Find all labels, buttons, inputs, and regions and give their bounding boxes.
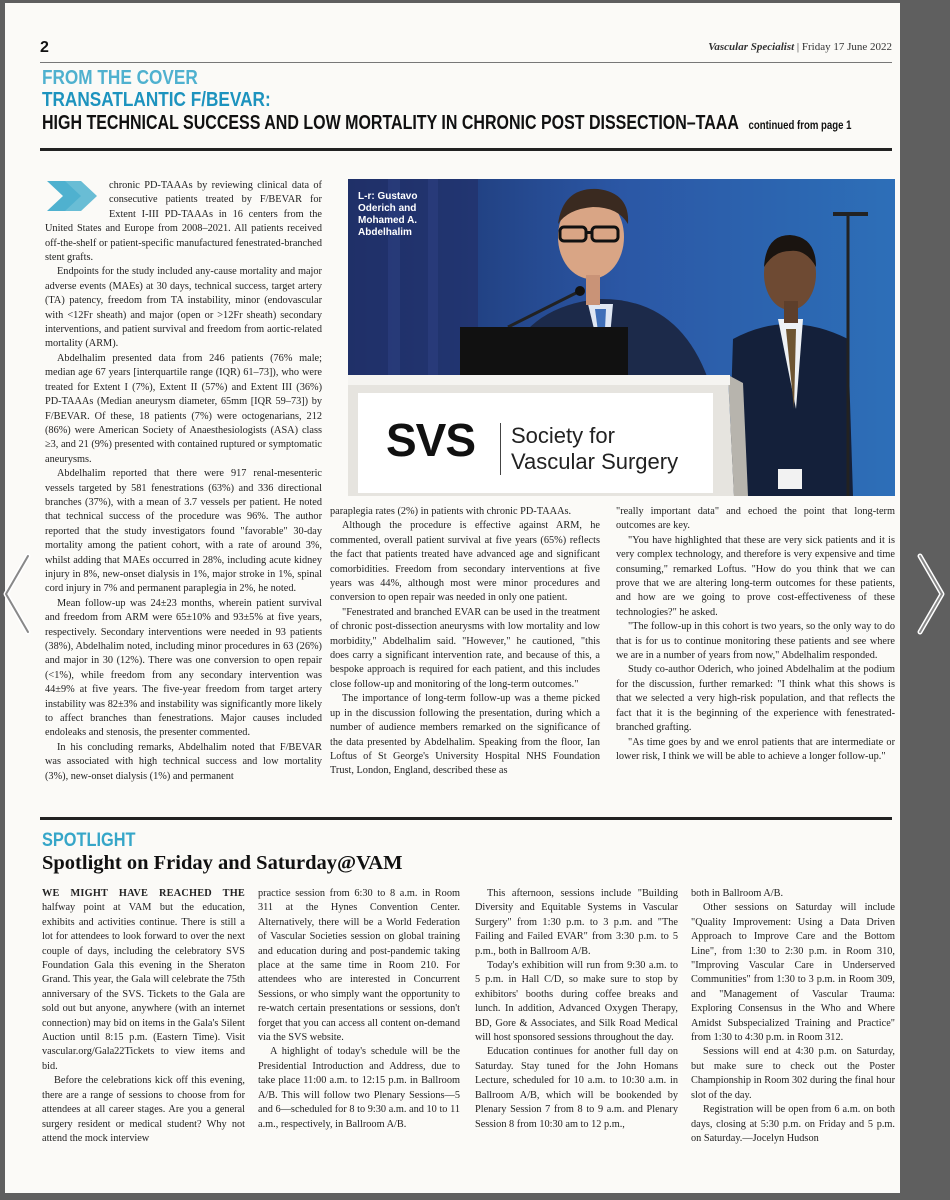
article-column-1 [45, 179, 322, 784]
paragraph: Although the procedure is effective against ARM, he commented, overall patient survival at five years (65%) reflects the fact that patients treated have advanced age and significant comorbidities. Freedom from secondary interventions at five years was 44%, although most were minor procedures and conversion to open repair was needed in only one patient. [330, 520, 600, 604]
paragraph: Abdelhalim reported that there were 917 renal-mesenteric vessels targeted by 581 fenestrations (63%) and 336 directional branches (37%), with a mean of 3.7 vessels per patient. He noted that technical success of the procedure was 96%. The author reported that the study investigators found "favorable" 30-day mortality among the patient cohort, with a rate of around 3%, whilst adding that MAEs occurred in 28%, including acute kidney injury in 8%, new-onset dialysis in 1%, major stroke in 1%, spinal cord injury in 7% and permanent paraplegia in 2%, he noted. [45, 468, 322, 595]
svs-subtitle-line-2: Vascular Surgery [511, 449, 679, 474]
header-publication [708, 41, 892, 53]
paragraph: "As time goes by and we enrol patients that are intermediate or lower risk, I think we will be able to achieve a longer follow-up." [616, 736, 895, 762]
paragraph: "really important data" and echoed the point that long-term outcomes are key. [616, 506, 895, 532]
paragraph: Before the celebrations kick off this evening, there are a range of sessions to choose from for attendees at all career stages. Are you a general surgery resident or medical student? Why not attend the mock interview [42, 1075, 245, 1144]
paragraph: Sessions will end at 4:30 p.m. on Saturday, but make sure to check out the Poster Championship in Room 302 during the final hour slot of the day. [691, 1046, 895, 1101]
headline-rule [40, 148, 892, 151]
publication-name: Vascular Specialist [708, 41, 795, 53]
spotlight-label: SPOTLIGHT [42, 830, 136, 851]
paragraph: Other sessions on Saturday will include "Quality Improvement: Using a Data Driven Approach to Improve Care and the Bottom Line", from 1:30 to 2:30 p.m. in Room 310, "Improving Vascular Care in Underserved Communities" from 1:30 to 3 p.m. in Room 309, and "Management of Vascular Trauma: Exploring Consensus in the Who and Where Amidst Subspecialized Training and Practice" from 1:30 to 4:30 p.m. in Room 312. [691, 902, 895, 1044]
header-divider [40, 62, 892, 63]
paragraph: Endpoints for the study included any-cause mortality and major adverse events (MAEs) at 30 days, technical success, target artery (TA) patency, freedom from TA instability, minor (endovascular with <12Fr sheath) and major (open or >12Fr sheath) secondary interventions, and patient survival and freedom from aortic-related mortality (ARM). [45, 266, 322, 350]
spotlight-title: Spotlight on Friday and Saturday@VAM [42, 852, 403, 874]
double-arrow-icon [45, 179, 103, 213]
paragraph: Registration will be open from 6 a.m. on both days, closing at 5:30 p.m. on Friday and 5 p.m. on Saturday.—Jocelyn Hudson [691, 1104, 895, 1144]
article-photo [348, 179, 895, 496]
newspaper-page [5, 3, 900, 1193]
paragraph: "You have highlighted that these are very sick patients and it is very complex technology, and therefore is very expensive and time consuming," remarked Loftus. "How do you think that we can prove that we are altering long-term outcomes for these patients, and how are we going to prove cost-effectiveness of these technologies?" he asked. [616, 534, 895, 618]
article-headline [42, 111, 851, 137]
chevron-left-icon[interactable] [0, 552, 34, 636]
paragraph: paraplegia rates (2%) in patients with chronic PD-TAAAs. [330, 506, 572, 517]
paragraph: Study co-author Oderich, who joined Abdelhalim at the podium for the discussion, further remarked: "I think what this shows is that we selected a very high-risk population, and that reflects the fact that it is the beginning of the experience with fenestrated-branched grafting. [616, 664, 895, 734]
paragraph: Education continues for another full day on Saturday. Stay tuned for the John Homans Lecture, scheduled for 10 a.m. to 10:30 a.m. in Ballroom A/B, which will be bookended by Plenary Session 7 from 8 to 9 a.m. and Plenary Session 8 from 10:30 am to 12 p.m., [475, 1046, 678, 1130]
svs-logo-subtitle [500, 423, 678, 475]
paragraph: "Fenestrated and branched EVAR can be used in the treatment of chronic post-dissection aneurysms with low mortality and low morbidity," Abdelhalim said. "However," he cautioned, "this does carry a significant intervention rate, and because of this, a bespoke approach is required for each patient, and this includes close follow-up and monitoring of the long-term outcomes." [330, 606, 600, 690]
spotlight-column-1 [42, 887, 245, 1146]
spotlight-column-3 [475, 887, 678, 1132]
page-number: 2 [40, 39, 49, 56]
paragraph [42, 887, 245, 1074]
spotlight-column-2 [258, 887, 460, 1132]
photo-caption: L-r: Gustavo Oderich and Mohamed A. Abdelhalim [358, 191, 418, 238]
headline-text: HIGH TECHNICAL SUCCESS AND LOW MORTALITY IN CHRONIC POST DISSECTION–TAAA [42, 112, 739, 134]
paragraph: chronic PD-TAAAs by reviewing clinical data of consecutive patients treated by F/BEVAR for Extent I-III PD-TAAAs in 16 centers from the United States and Europe from 2008–2021. All patients received off-the-shelf or patient-specific manufactured fenestrated-branched stent grafts. [45, 180, 322, 264]
paragraph: The importance of long-term follow-up was a theme picked up in the discussion following the presentation, during which a number of audience members remarked on the significance of the data presented by Abdelhalim. Speaking from the floor, Ian Loftus of St George's University Hospital NHS Foundation Trust, London, England, described these as [330, 693, 600, 777]
article-column-3 [616, 505, 895, 764]
article-kicker-topic: TRANSATLANTIC F/BEVAR: [42, 89, 271, 111]
paragraph: practice session from 6:30 to 8 a.m. in Room 311 at the Hynes Convention Center. Alternatively, there will be a World Federation of Vascular Societies session on global training and education during and post-pandemic taking place at the same time in Room 210. For attendees who are interested in Concurrent Sessions, or who simply want the opportunity to re-watch certain presentations or sessions, don't forget that you can access all content on-demand via the SVS website. [258, 888, 460, 1044]
article-column-2 [330, 505, 600, 779]
paragraph: Abdelhalim presented data from 246 patients (76% male; median age 67 years [interquartile range (IQR) 61–73]), who were treated for Extent I (7%), Extent II (57%) and Extent III (36%) PD-TAAAs (Median aneurysm diameter, 65mm [IQR 59–73]) by F/BEVAR. Of these, 18 patients (7%) were octogenarians, 212 (86%) were American Society of Anaesthesiologists (ASA) class ≥3, and 21 (9%) presented with contained ruptured or symptomatic aneurysms. [45, 352, 322, 465]
issue-date: | Friday 17 June 2022 [796, 41, 892, 53]
paragraph: Mean follow-up was 24±23 months, wherein patient survival and freedom from ARM were 65±10% and 93±5% at five years, respectively. Secondary interventions were needed in 93 patients (38%), Abdelhalim noted, including minor procedures in 63 (26%) and major in 30 (12%). There was one conversion to open repair (<1%), while freedom from any secondary intervention was 44±9% at five years. The five-year freedom from target artery instability was 82±3% and instability was significantly more likely to affect branches than fenestrations. Major causes included endoleaks and stenosis, the presenter commented. [45, 597, 322, 739]
lead-in: WE MIGHT HAVE REACHED THE [42, 888, 245, 899]
paragraph: A highlight of today's schedule will be the Presidential Introduction and Address, due to take place 11:00 a.m. to 12:15 p.m. in Ballroom A/B. This will follow two Plenary Sessions—5 and 6—scheduled for 8 to 9:30 a.m. and 10 to 11 a.m., respectively, in Ballroom A/B. [258, 1046, 460, 1130]
svs-subtitle-line-1: Society for [511, 423, 615, 448]
svs-logo: SVS [386, 414, 476, 466]
article-kicker: FROM THE COVER [42, 67, 198, 89]
lead-paragraph-text: halfway point at VAM but the education, exhibits and activities continue. There is still a lot for attendees to look forward to over the next couple of days, including the celebratory SVS Foundation Gala this evening in the Sheraton Grand. This year, the Gala will celebrate the 75th anniversary of the SVS. Tickets to the Gala are sold out but anyone, anywhere (with an internet connection) may bid on items in the Gala's Silent Auction until 8:15 p.m. (Eastern Time). Visit vascular.org/Gala22Tickets to view items and bid. [42, 902, 245, 1072]
spotlight-column-4 [691, 887, 895, 1146]
paragraph: Today's exhibition will run from 9:30 a.m. to 5 p.m. in Hall C/D, so make sure to stop by exhibitors' booths during coffee breaks and lunch. In addition, Advanced Oxygen Therapy, BD, Gore & Associates, and Silk Road Medical will host sponsored sessions throughout the day. [475, 960, 678, 1044]
paragraph: This afternoon, sessions include "Building Diversity and Equitable Systems in Vascular Surgery" from 1:30 p.m. to 3 p.m. and "The Failing and Failed EVAR" from 3:30 p.m. to 5 p.m., both in Ballroom A/B. [475, 888, 678, 957]
paragraph: "The follow-up in this cohort is two years, so the only way to do that is for us to continue monitoring these patients and see where we are in a number of years from now," Abdelhalim responded. [616, 621, 895, 662]
paragraph: In his concluding remarks, Abdelhalim noted that F/BEVAR was associated with high technical success and low mortality (3%), new-onset dialysis (1%) and permanent [45, 741, 322, 782]
paragraph: both in Ballroom A/B. [691, 888, 784, 899]
continued-note: continued from page 1 [748, 118, 852, 132]
section-divider [40, 817, 892, 820]
chevron-right-icon[interactable] [914, 552, 948, 636]
